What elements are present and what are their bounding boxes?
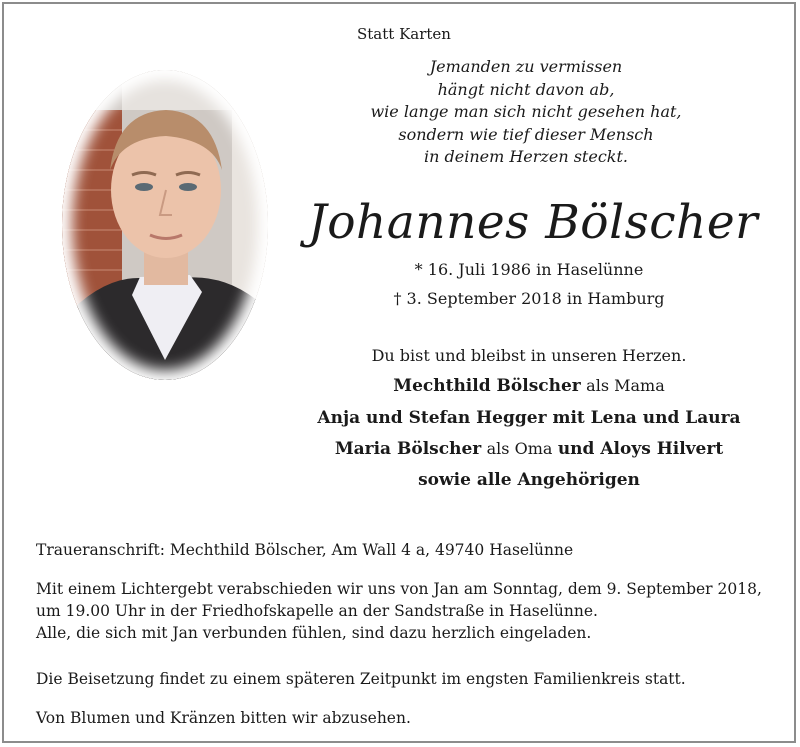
portrait-photo [62,70,268,380]
poem-line: hängt nicht davon ab, [437,79,615,99]
photo-vignette [62,70,268,380]
mourning-address: Traueranschrift: Mechthild Bölscher, Am Wall 4 a, 49740 Haselünne [36,541,574,559]
service-paragraph [36,578,796,644]
family-name: sowie alle Angehörigen [418,470,640,490]
family-name: Maria Bölscher [334,439,482,459]
death-date: † 3. September 2018 in Hamburg [393,289,665,308]
closing-line: Du bist und bleibst in unseren Herzen. [371,346,687,365]
obituary-card [2,2,796,743]
family-name: und Aloys Hilvert [557,439,724,459]
family-name: Anja und Stefan Hegger mit Lena und Laura [317,408,741,428]
poem-line: sondern wie tief dieser Mensch [398,124,654,144]
family-line-3 [294,439,764,459]
poem-line: wie lange man sich nicht gesehen hat, [370,102,682,121]
family-line-2 [294,408,764,428]
family-line-4 [294,470,764,490]
poem [344,56,708,169]
statt-karten-label: Statt Karten [357,25,451,43]
service-line: um 19.00 Uhr in der Friedhofskapelle an der Sandstraße in Haselünne. [36,602,598,620]
deceased-name: Johannes Bölscher [307,195,759,250]
service-line: Mit einem Lichtergebt verabschieden wir uns von Jan am Sonntag, dem 9. September 2018, [36,580,762,598]
family-relation: als Oma [486,439,553,458]
poem-line: Jemanden zu vermissen [429,57,623,76]
poem-line: in deinem Herzen steckt. [423,147,628,166]
service-line: Alle, die sich mit Jan verbunden fühlen, sind dazu herzlich eingeladen. [36,624,592,642]
flowers-note: Von Blumen und Kränzen bitten wir abzusehen. [36,709,411,727]
family-relation: als Mama [586,376,665,395]
birth-date: * 16. Juli 1986 in Haselünne [414,260,644,279]
burial-note: Die Beisetzung findet zu einem späteren Zeitpunkt im engsten Familienkreis statt. [36,670,686,688]
family-line-1 [294,376,764,396]
family-name: Mechthild Bölscher [393,376,581,396]
